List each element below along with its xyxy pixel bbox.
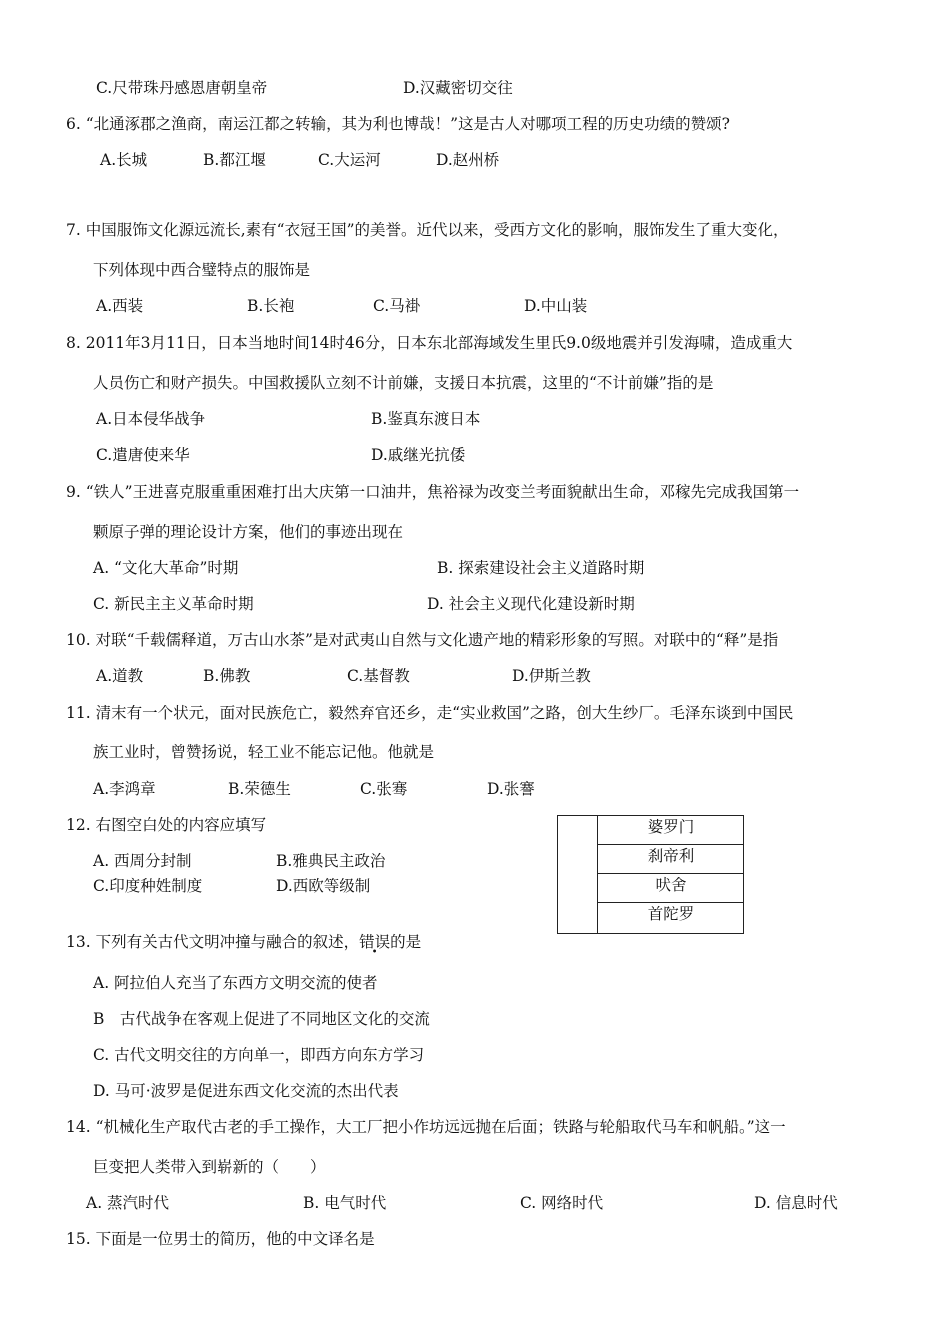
question-13-tail: 的是 [390, 933, 422, 951]
q14-option-a: A. 蒸汽时代 [86, 1194, 170, 1212]
q13-option-b: B 古代战争在客观上促进了不同地区文化的交流 [93, 1010, 430, 1028]
caste-table [557, 815, 744, 934]
question-7-line2: 下列体现中西合璧特点的服饰是 [93, 261, 311, 279]
question-11-line2: 族工业时，曾赞扬说，轻工业不能忘记他。他就是 [93, 743, 435, 761]
caste-table-blank-cell [558, 816, 598, 933]
q8-option-a: A.日本侵华战争 [96, 410, 206, 428]
question-10: 10. 对联“千载儒释道，万古山水茶”是对武夷山自然与文化遗产地的精彩形象的写照。对联中的“释”是指 [66, 631, 779, 649]
q5-option-c: C.尺带珠丹感恩唐朝皇帝 [96, 79, 268, 97]
emphasis-word: 错误 [359, 933, 391, 951]
q11-option-a: A.李鸿章 [93, 780, 156, 798]
q6-option-b: B.都江堰 [203, 151, 266, 169]
question-14-line1: 14. “机械化生产取代古老的手工操作，大工厂把小作坊远远抛在后面；铁路与轮船取代马车和帆船。”这一 [66, 1118, 786, 1136]
question-13-stem: 13. 下列有关古代文明冲撞与融合的叙述， [66, 933, 360, 951]
caste-row-shudra: 首陀罗 [647, 905, 695, 923]
q8-option-c: C.遣唐使来华 [96, 446, 190, 464]
q10-option-c: C.基督教 [347, 667, 410, 685]
q12-option-c: C.印度种姓制度 [93, 877, 203, 895]
question-9-line2: 颗原子弹的理论设计方案，他们的事迹出现在 [93, 523, 404, 541]
q10-option-a: A.道教 [96, 667, 144, 685]
q9-option-b: B. 探索建设社会主义道路时期 [437, 559, 645, 577]
q5-option-d: D.汉藏密切交往 [403, 79, 513, 97]
caste-row-brahmin: 婆罗门 [598, 816, 744, 845]
caste-row-vaishya: 吠舍 [598, 874, 744, 903]
q7-option-b: B.长袍 [247, 297, 295, 315]
caste-row-kshatriya: 刹帝利 [598, 845, 744, 874]
question-9-line1: 9. “铁人”王进喜克服重重困难打出大庆第一口油井，焦裕禄为改变兰考面貌献出生命，邓稼先完成我国第一 [66, 483, 800, 501]
q7-option-a: A.西装 [96, 297, 144, 315]
question-14-line2: 巨变把人类带入到崭新的（ ） [93, 1158, 326, 1176]
q8-option-b: B.鉴真东渡日本 [371, 410, 481, 428]
q9-option-c: C. 新民主主义革命时期 [93, 595, 254, 613]
question-7-line1: 7. 中国服饰文化源远流长,素有“衣冠王国”的美誉。近代以来，受西方文化的影响，服饰发生了重大变化， [66, 221, 789, 239]
q6-option-c: C.大运河 [318, 151, 381, 169]
q11-option-b: B.荣德生 [228, 780, 291, 798]
question-11-line1: 11. 清末有一个状元，面对民族危亡，毅然弃官还乡，走“实业救国”之路，创大生纱厂。毛泽东谈到中国民 [66, 704, 794, 722]
q6-option-a: A.长城 [100, 151, 148, 169]
question-8-line1: 8. 2011年3月11日，日本当地时间14时46分，日本东北部海域发生里氏9.0级地震并引发海啸，造成重大 [66, 334, 793, 352]
question-15: 15. 下面是一位男士的简历，他的中文译名是 [66, 1230, 375, 1248]
question-8-line2: 人员伤亡和财产损失。中国救援队立刻不计前嫌，支援日本抗震，这里的“不计前嫌”指的是 [93, 374, 714, 392]
q10-option-d: D.伊斯兰教 [512, 667, 591, 685]
q12-option-a: A. 西周分封制 [93, 852, 192, 870]
q7-option-c: C.马褂 [373, 297, 421, 315]
question-13 [66, 932, 421, 952]
question-6: 6. “北通涿郡之渔商，南运江都之转输，其为利也博哉！”这是古人对哪项工程的历史功绩的赞颂? [66, 115, 730, 133]
q8-option-d: D.戚继光抗倭 [371, 446, 466, 464]
q7-option-d: D.中山装 [524, 297, 588, 315]
q13-option-d: D. 马可·波罗是促进东西文化交流的杰出代表 [93, 1082, 399, 1100]
q6-option-d: D.赵州桥 [436, 151, 500, 169]
q14-option-d: D. 信息时代 [754, 1194, 838, 1212]
q11-option-d: D.张謇 [487, 780, 535, 798]
q10-option-b: B.佛教 [203, 667, 251, 685]
q12-option-d: D.西欧等级制 [276, 877, 371, 895]
q12-option-b: B.雅典民主政治 [276, 852, 386, 870]
q13-option-c: C. 古代文明交往的方向单一，即西方向东方学习 [93, 1046, 425, 1064]
q13-option-a: A. 阿拉伯人充当了东西方文明交流的使者 [93, 974, 378, 992]
q9-option-d: D. 社会主义现代化建设新时期 [427, 595, 635, 613]
question-12: 12. 右图空白处的内容应填写 [66, 816, 267, 834]
q11-option-c: C.张骞 [360, 780, 408, 798]
q14-option-c: C. 网络时代 [520, 1194, 604, 1212]
q14-option-b: B. 电气时代 [303, 1194, 387, 1212]
q9-option-a: A. “文化大革命”时期 [93, 559, 239, 577]
